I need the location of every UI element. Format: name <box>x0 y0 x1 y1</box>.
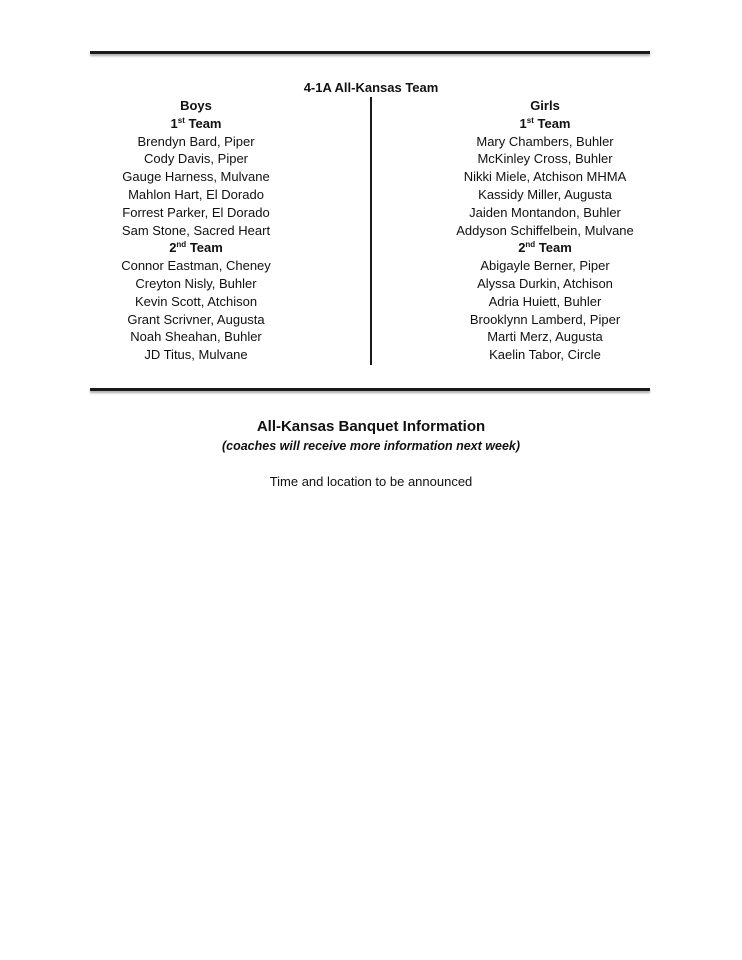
list-item: Alyssa Durkin, Atchison <box>477 275 613 291</box>
top-divider-rule <box>90 51 650 54</box>
list-item: Jaiden Montandon, Buhler <box>469 204 621 220</box>
list-item: Cody Davis, Piper <box>143 151 249 167</box>
list-item: Nikki Miele, Atchison MHMA <box>463 169 627 185</box>
list-item: Kevin Scott, Atchison <box>134 293 258 309</box>
boys-second-team-heading: 2nd Team <box>169 240 223 256</box>
banquet-title: All-Kansas Banquet Information <box>256 418 486 435</box>
girls-second-team-heading: 2nd Team <box>518 240 572 256</box>
list-item: Adria Huiett, Buhler <box>488 293 602 309</box>
list-item: Abigayle Berner, Piper <box>480 258 610 274</box>
banquet-subtitle: (coaches will receive more information next week) <box>221 439 521 453</box>
girls-heading: Girls <box>530 98 560 113</box>
banquet-note: Time and location to be announced <box>269 474 473 489</box>
list-item: Brooklynn Lamberd, Piper <box>469 311 621 327</box>
list-item: Addyson Schiffelbein, Mulvane <box>456 222 634 238</box>
bottom-divider-rule <box>90 388 650 391</box>
girls-column <box>415 97 675 364</box>
boys-heading: Boys <box>180 98 212 113</box>
girls-first-team-heading: 1st Team <box>519 115 571 131</box>
list-item: Mahlon Hart, El Dorado <box>128 186 264 202</box>
list-item: McKinley Cross, Buhler <box>477 151 613 167</box>
list-item: JD Titus, Mulvane <box>144 347 248 363</box>
list-item: Kaelin Tabor, Circle <box>489 347 601 363</box>
team-title: 4-1A All-Kansas Team <box>303 80 439 95</box>
list-item: Marti Merz, Augusta <box>487 329 603 345</box>
list-item: Noah Sheahan, Buhler <box>130 329 262 345</box>
column-divider <box>370 97 372 365</box>
boys-column <box>66 97 326 364</box>
list-item: Mary Chambers, Buhler <box>476 133 614 149</box>
list-item: Gauge Harness, Mulvane <box>122 169 270 185</box>
list-item: Brendyn Bard, Piper <box>137 133 255 149</box>
boys-first-team-heading: 1st Team <box>170 115 222 131</box>
list-item: Connor Eastman, Cheney <box>121 258 271 274</box>
list-item: Creyton Nisly, Buhler <box>135 275 257 291</box>
list-item: Grant Scrivner, Augusta <box>127 311 265 327</box>
list-item: Forrest Parker, El Dorado <box>122 204 270 220</box>
list-item: Sam Stone, Sacred Heart <box>121 222 271 238</box>
list-item: Kassidy Miller, Augusta <box>478 186 612 202</box>
